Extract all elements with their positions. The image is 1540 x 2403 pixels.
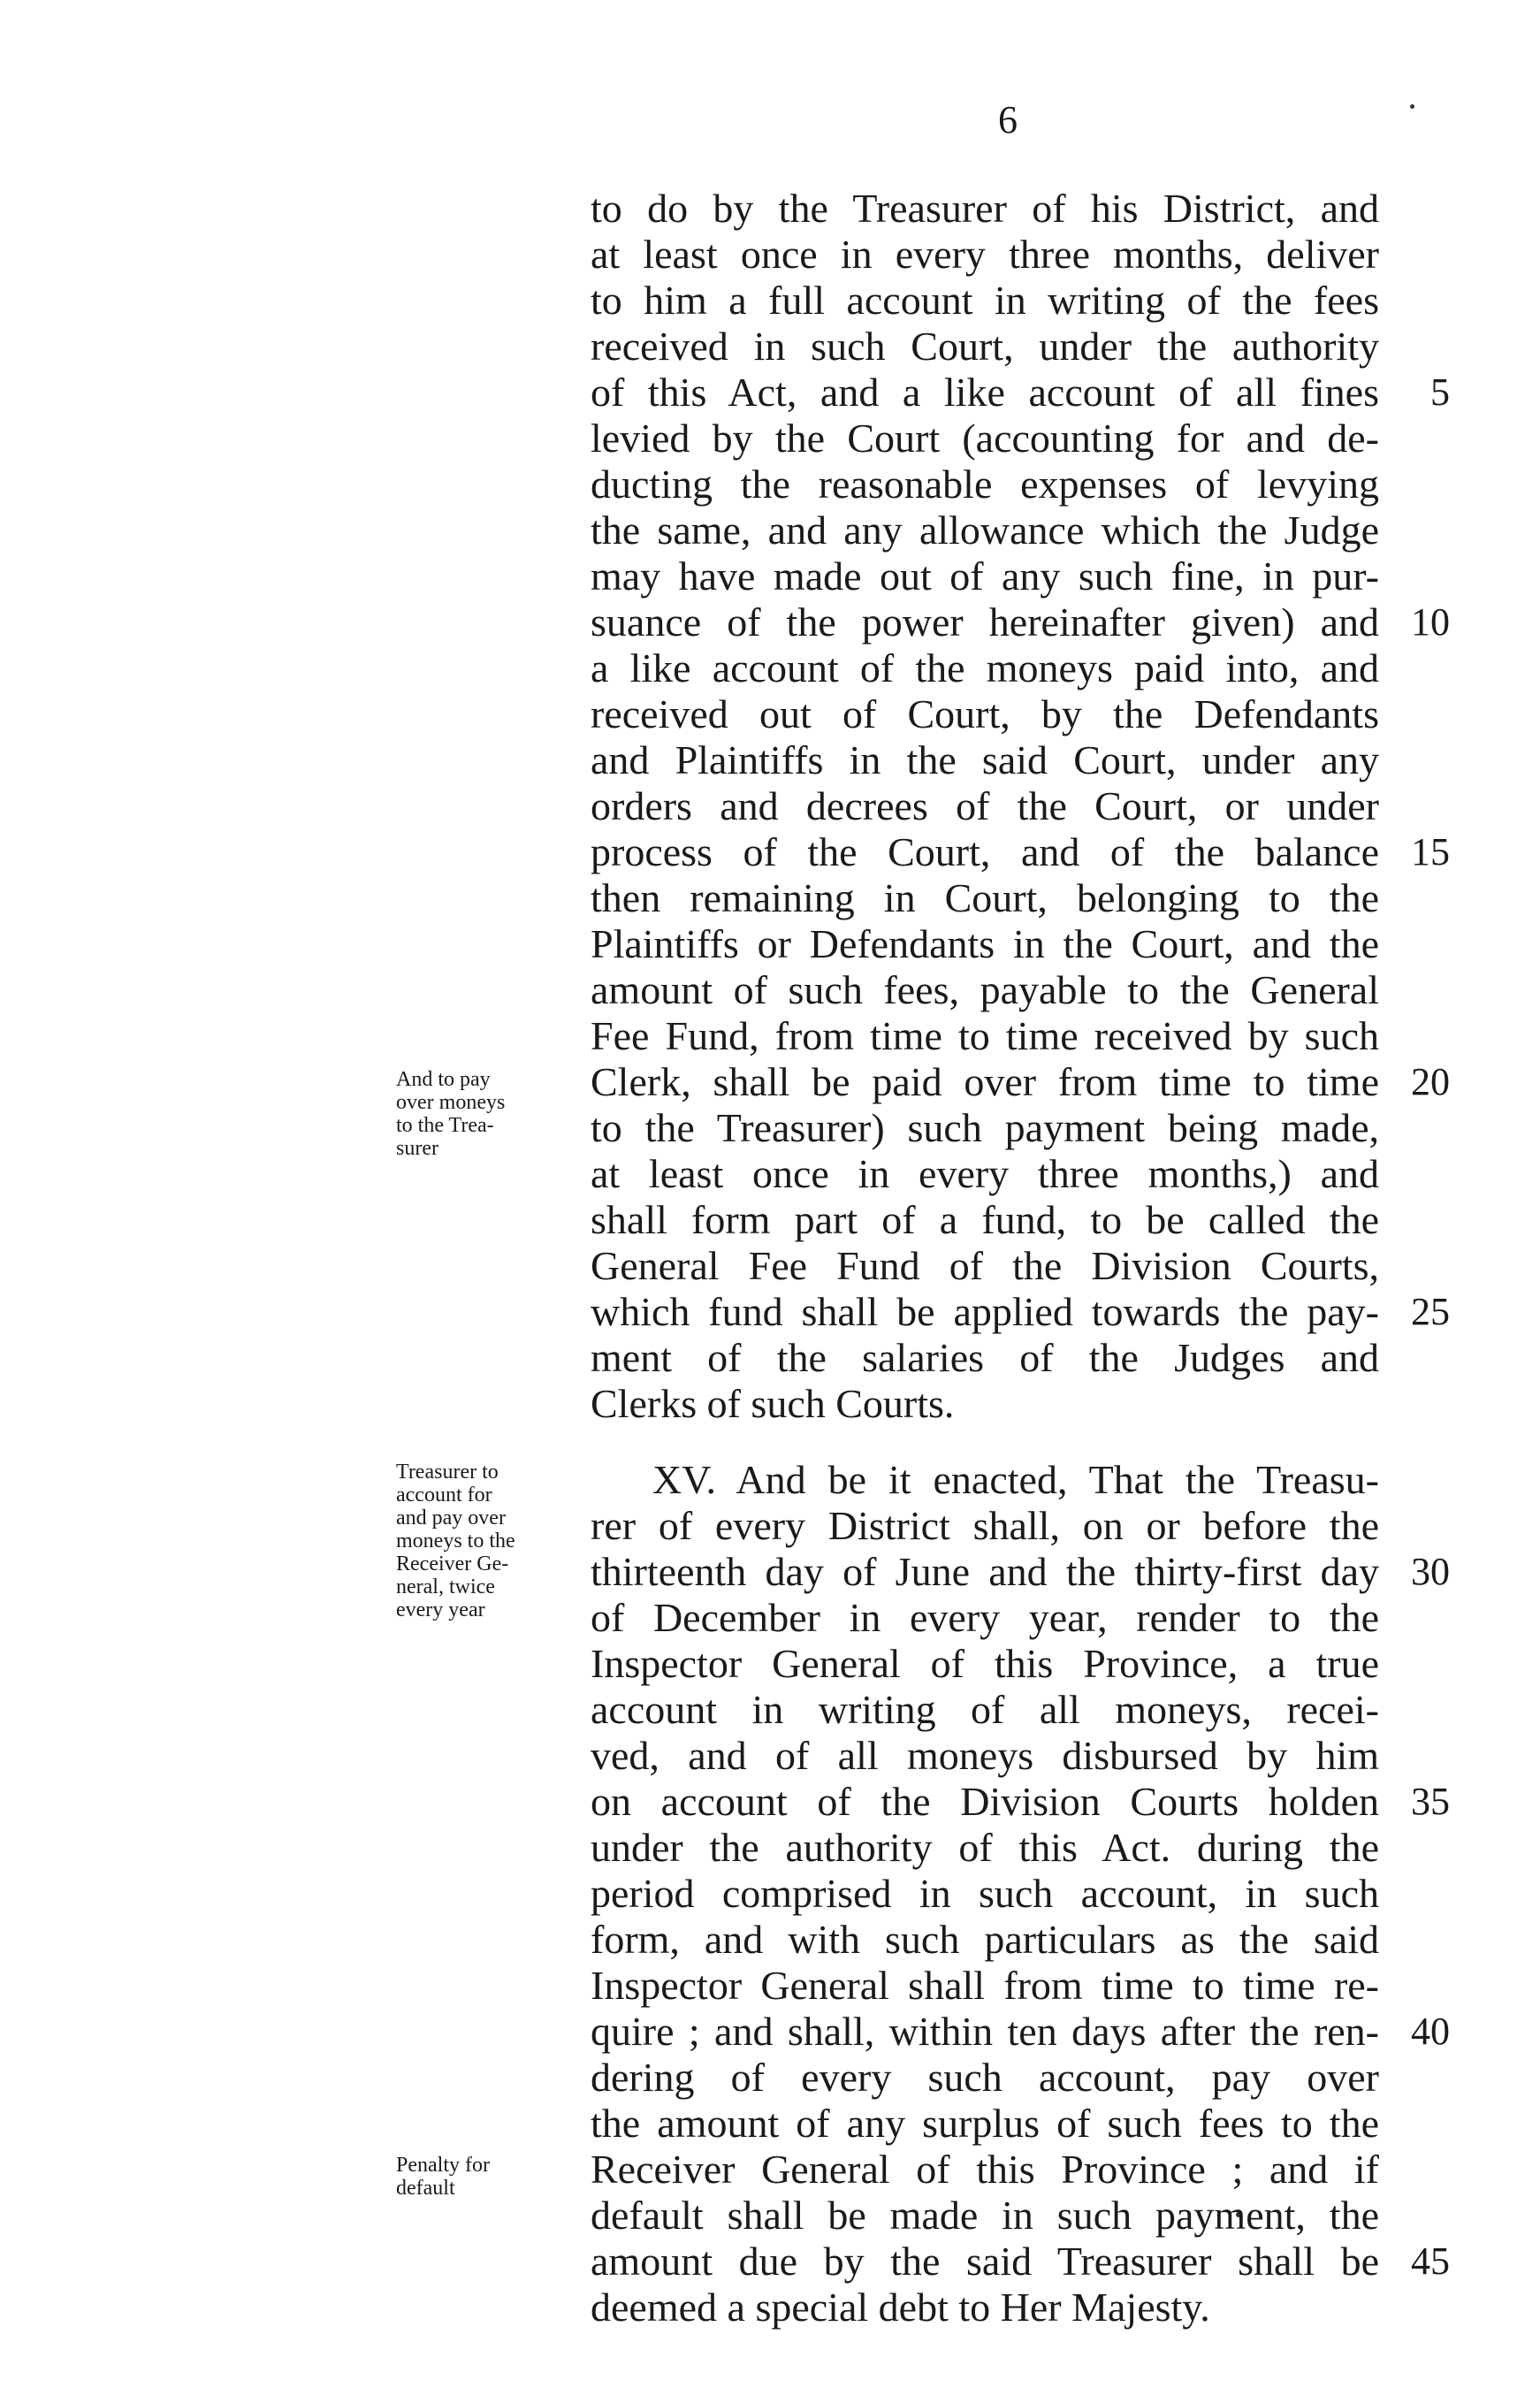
- text-line: Plaintiffs or Defendants in the Court, and the: [591, 921, 1379, 966]
- margin-note-line: and pay over: [396, 1507, 506, 1530]
- text-line: deemed a special debt to Her Majesty.: [591, 2285, 1210, 2330]
- text-line: received out of Court, by the Defendants: [591, 691, 1379, 736]
- text-line: Receiver General of this Province ; and if: [591, 2147, 1379, 2192]
- text-line: the amount of any surplus of such fees to the: [591, 2101, 1379, 2146]
- text-line: thirteenth day of June and the thirty-first day: [591, 1549, 1379, 1594]
- text-line: orders and decrees of the Court, or under: [591, 783, 1379, 828]
- margin-note-line: Receiver Ge-: [396, 1552, 509, 1575]
- margin-note-line: default: [396, 2177, 455, 2200]
- margin-note-line: Treasurer to: [396, 1461, 499, 1484]
- text-line: Clerk, shall be paid over from time to time: [591, 1059, 1379, 1104]
- text-line: then remaining in Court, belonging to the: [591, 875, 1379, 920]
- text-line: amount of such fees, payable to the General: [591, 967, 1379, 1012]
- margin-note-line: surer: [396, 1137, 438, 1160]
- text-line: process of the Court, and of the balance: [591, 829, 1379, 874]
- line-number: 35: [1411, 1780, 1450, 1823]
- line-number: 45: [1411, 2239, 1450, 2283]
- margin-note-line: And to pay: [396, 1068, 491, 1091]
- text-line: under the authority of this Act. during the: [591, 1825, 1379, 1870]
- margin-note-line: Penalty for: [396, 2154, 490, 2177]
- line-number: 25: [1411, 1290, 1450, 1333]
- top-speck: [1410, 104, 1414, 109]
- text-line: ment of the salaries of the Judges and: [591, 1335, 1379, 1380]
- text-line: account in writing of all moneys, recei-: [591, 1687, 1379, 1732]
- text-line: dering of every such account, pay over: [591, 2055, 1379, 2100]
- margin-note-line: over moneys: [396, 1091, 506, 1114]
- text-line: default shall be made in such payment, the: [591, 2193, 1379, 2238]
- text-line: Inspector General of this Province, a true: [591, 1641, 1379, 1686]
- text-line: suance of the power hereinafter given) and: [591, 599, 1379, 645]
- line-number: 20: [1411, 1060, 1450, 1103]
- line-number: 5: [1430, 370, 1450, 414]
- margin-note-line: account for: [396, 1484, 492, 1507]
- text-line: quire ; and shall, within ten days after the ren-: [591, 2009, 1379, 2054]
- text-line: received in such Court, under the authority: [591, 324, 1379, 369]
- text-line: on account of the Division Courts holden: [591, 1779, 1379, 1824]
- line-number: 15: [1411, 830, 1450, 873]
- text-line: to do by the Treasurer of his District, and: [591, 186, 1379, 231]
- text-line: period comprised in such account, in such: [591, 1871, 1379, 1916]
- text-line: Inspector General shall from time to time re-: [591, 1963, 1379, 2008]
- text-line: and Plaintiffs in the said Court, under any: [591, 737, 1379, 782]
- text-line: levied by the Court (accounting for and de-: [591, 416, 1379, 461]
- text-line: amount due by the said Treasurer shall be: [591, 2239, 1379, 2284]
- text-line: which fund shall be applied towards the pay-: [591, 1289, 1379, 1334]
- margin-note-line: neral, twice: [396, 1575, 495, 1598]
- text-line: rer of every District shall, on or before the: [591, 1503, 1379, 1548]
- text-line: General Fee Fund of the Division Courts,: [591, 1243, 1379, 1288]
- text-line: to the Treasurer) such payment being made,: [591, 1105, 1379, 1150]
- text-line: ved, and of all moneys disbursed by him: [591, 1733, 1379, 1778]
- text-line: at least once in every three months, deliver: [591, 232, 1379, 277]
- margin-note-line: moneys to the: [396, 1530, 515, 1552]
- text-line: a like account of the moneys paid into, and: [591, 645, 1379, 690]
- text-line: at least once in every three months,) and: [591, 1151, 1379, 1196]
- page-number: 6: [998, 98, 1018, 141]
- margin-note-line: to the Trea-: [396, 1114, 494, 1137]
- line-number: 40: [1411, 2010, 1450, 2053]
- text-line: form, and with such particulars as the said: [591, 1917, 1379, 1962]
- text-line: to him a full account in writing of the fees: [591, 278, 1379, 323]
- text-line: may have made out of any such fine, in pur-: [591, 553, 1379, 599]
- text-line: the same, and any allowance which the Judge: [591, 507, 1379, 553]
- line-number: 10: [1411, 600, 1450, 644]
- section-heading-line: XV. And be it enacted, That the Treasu-: [652, 1457, 1379, 1502]
- text-line: Clerks of such Courts.: [591, 1381, 955, 1426]
- text-line: shall form part of a fund, to be called the: [591, 1197, 1379, 1242]
- text-line: ducting the reasonable expenses of levying: [591, 462, 1379, 507]
- text-line: Fee Fund, from time to time received by such: [591, 1013, 1379, 1058]
- text-line: of December in every year, render to the: [591, 1595, 1379, 1640]
- margin-note-line: every year: [396, 1598, 485, 1621]
- text-line: of this Act, and a like account of all fines: [591, 370, 1379, 415]
- margin-note-treasurer-account: [396, 1461, 582, 1621]
- line-number: 30: [1411, 1550, 1450, 1593]
- margin-note-penalty: [396, 2154, 582, 2200]
- margin-note-pay-treasurer: [396, 1068, 582, 1160]
